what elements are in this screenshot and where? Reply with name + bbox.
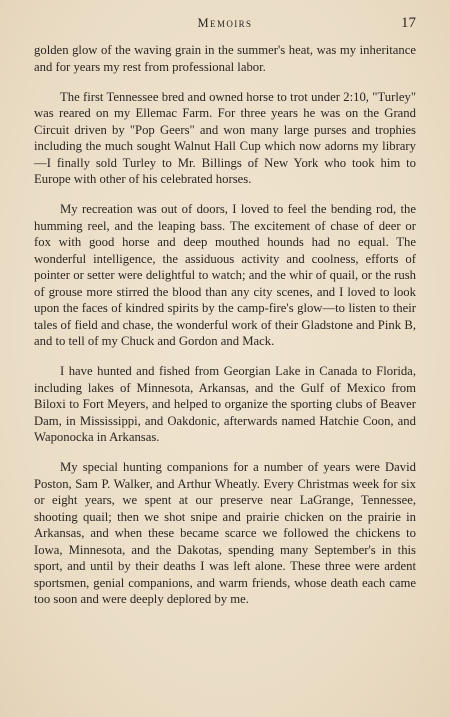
paragraph-recreation: My recreation was out of doors, I loved to feel the bending rod, the humming reel, and the leaping bass. The excitement of chase of deer or fox with good horse and deep mouthed hounds had no equal. The wonderful intelligence, the assiduous activity and coolness, efforts of pointer or setter were delightful to watch; and the whir of quail, or the rush of grouse more stirred the blood than any city scenes, and I loved to look upon the faces of kindred spirits by the camp-fire's glow—to listen to their tales of field and chase, the wonderful work of their Gladstone and Pink B, and to tell of my Chuck and Gordon and Mack. bbox=[34, 202, 416, 348]
body-text bbox=[34, 42, 416, 621]
paragraph-companions: My special hunting companions for a number of years were David Poston, Sam P. Walker, and Arthur Wheatly. Every Christmas week for six or eight years, we spent at our preserve near LaGrange, Tennessee, shooting quail; then we shot snipe and prairie chicken on the prairie in Arkansas, and when these became scarce we followed the chickens to Iowa, Minnesota, and the Dakotas, spending many September's in this sport, and until by their deaths I was left alone. These three were ardent sportsmen, genial companions, and warm friends, whose death each came too soon and were deeply deplored by me. bbox=[34, 460, 416, 606]
running-title: Memoirs bbox=[197, 16, 253, 30]
page-number: 17 bbox=[401, 15, 416, 31]
paragraph-hunting-fishing: I have hunted and fished from Georgian Lake in Canada to Florida, including lakes of Minnesota, Arkansas, and the Gulf of Mexico from Biloxi to Fort Meyers, and helped to organize the sporting clubs of Beaver Dam, in Mississippi, and Oakdonic, afterwards named Hatchie Coon, and Waponocka in Arkansas. bbox=[34, 364, 416, 444]
running-head bbox=[34, 14, 416, 32]
paragraph-continued: golden glow of the waving grain in the summer's heat, was my inheritance and for years my rest from professional labor. bbox=[34, 43, 416, 74]
paragraph-turley: The first Tennessee bred and owned horse to trot under 2:10, "Turley" was reared on my Ellemac Farm. For three years he was on the Grand Circuit driven by "Pop Geers" and won many large purses and trophies including the much sought Walnut Hall Cup which now adorns my library—I finally sold Turley to Mr. Billings of New York who took him to Europe with other of his celebrated horses. bbox=[34, 89, 416, 186]
